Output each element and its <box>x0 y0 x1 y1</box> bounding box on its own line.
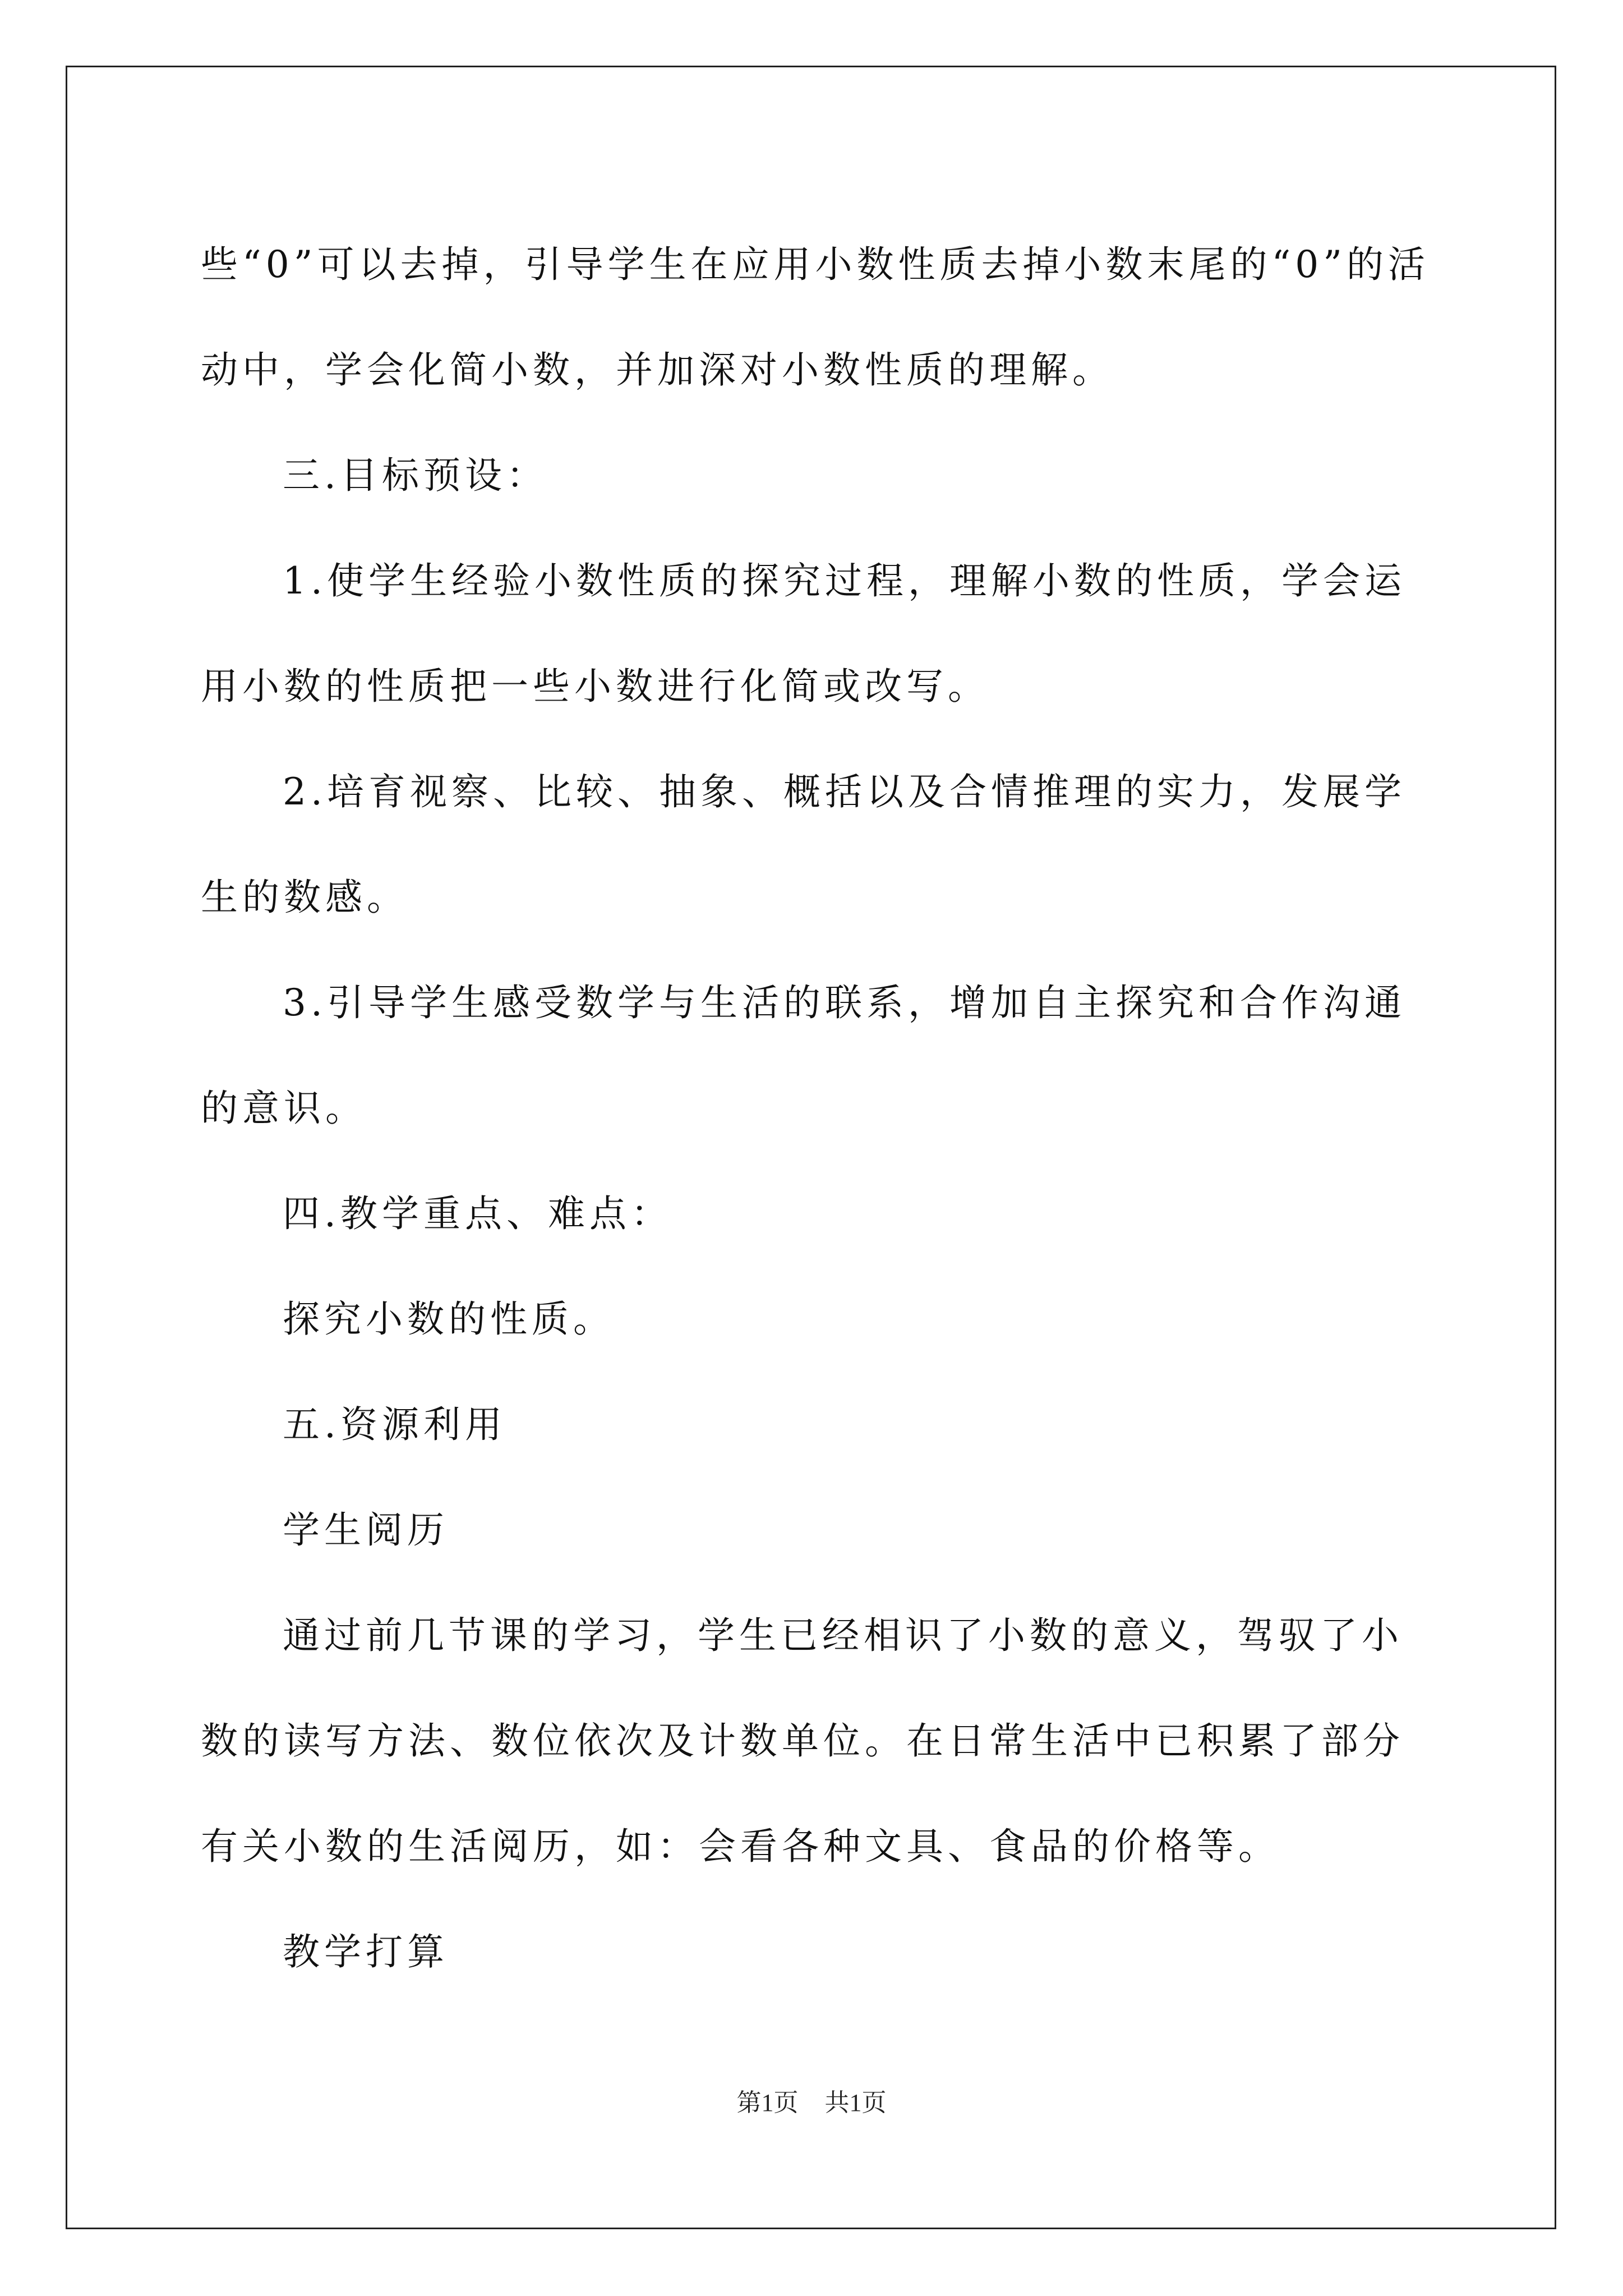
page-footer <box>0 2082 1623 2118</box>
goal-item-2: 2.培育视察、比较、抽象、概括以及合情推理的实力，发展学生的数感。 <box>201 770 1406 919</box>
paragraph-student-experience: 通过前几节课的学习，学生已经相识了小数的意义，驾驭了小数的读写方法、数位依次及计数单位。在日常生活中已积累了部分有关小数的生活阅历，如：会看各种文具、食品的价格等。 <box>201 1614 1404 1868</box>
heading-key-points: 四.教学重点、难点： <box>283 1192 672 1235</box>
subheading-student-experience: 学生阅历 <box>283 1508 449 1552</box>
subheading-teaching-preparation: 教学打算 <box>283 1930 449 1973</box>
paragraph-intro-continuation: 些“0”可以去掉，引导学生在应用小数性质去掉小数末尾的“0”的活动中，学会化简小数，并加深对小数性质的理解。 <box>201 243 1430 392</box>
document-body <box>201 212 1435 2005</box>
goal-item-1: 1.使学生经验小数性质的探究过程，理解小数的性质，学会运用小数的性质把一些小数进行化简或改写。 <box>201 559 1406 708</box>
heading-resources: 五.资源利用 <box>283 1403 506 1446</box>
key-point-text: 探究小数的性质。 <box>283 1297 615 1341</box>
goal-item-3: 3.引导学生感受数学与生活的联系，增加自主探究和合作沟通的意识。 <box>201 981 1406 1130</box>
page-total: 共1页 <box>824 2089 887 2116</box>
heading-goals: 三.目标预设： <box>283 454 548 497</box>
page-number: 第1页 <box>736 2089 799 2116</box>
